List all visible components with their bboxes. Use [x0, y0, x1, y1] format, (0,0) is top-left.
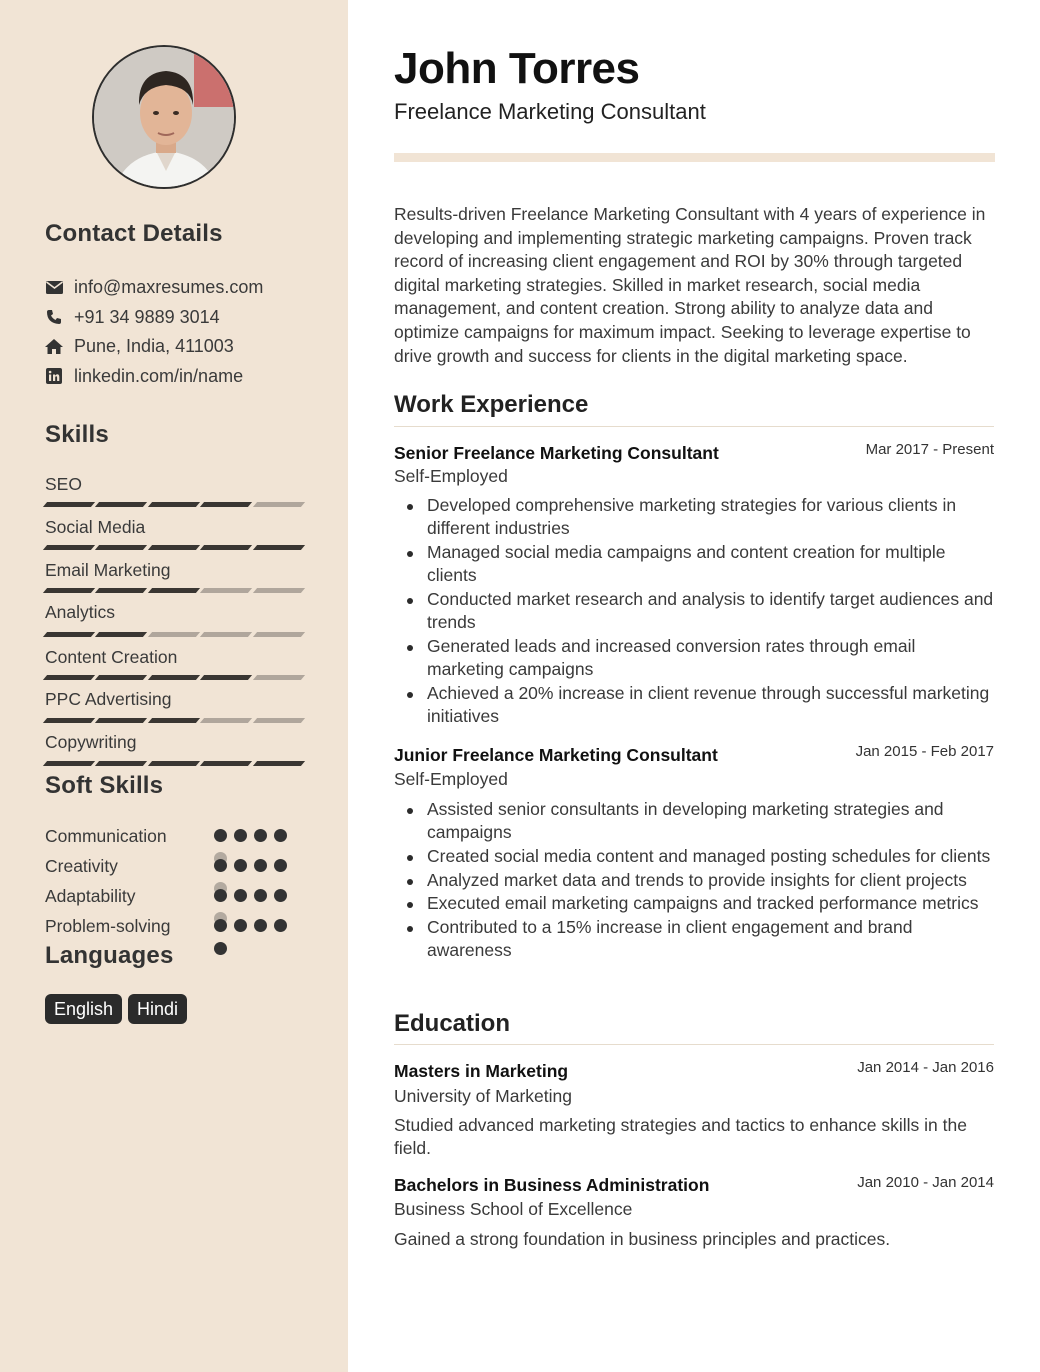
rating-dot — [254, 859, 267, 872]
contact-email-text: info@maxresumes.com — [74, 276, 264, 297]
skill-level-segment — [253, 718, 306, 723]
rating-dot — [214, 942, 227, 955]
list-item: Executed email marketing campaigns and tracked performance metrics — [394, 892, 994, 915]
work-heading: Work Experience — [394, 391, 589, 418]
rating-dot — [274, 889, 287, 902]
work-divider — [394, 426, 994, 427]
degree-title: Masters in Marketing — [394, 1061, 569, 1081]
skill-level-segment — [95, 632, 148, 637]
soft-skill-label: Adaptability — [45, 886, 136, 906]
skill-level-segment — [148, 632, 201, 637]
school-name: University of Marketing — [394, 1086, 572, 1106]
skill-level-segment — [148, 588, 201, 593]
skill-level-segment — [148, 675, 201, 680]
skill-label: PPC Advertising — [45, 689, 172, 709]
summary-paragraph: Results-driven Freelance Marketing Consultant with 4 years of experience in developing and implementing strategic marketing campaigns. Proven track record of increasing client engagement and ROI by 30% through targeted digital marketing strategies. Skilled in market research, social media management, and content creation. Strong ability to analyze data and optimize campaigns for maximum impact. Seeking to leverage expertise to drive growth and success for clients in the digital marketing space. — [394, 204, 986, 366]
skill-level-segment — [200, 718, 253, 723]
job-bullets — [394, 494, 994, 729]
skill-level-segment — [253, 632, 306, 637]
skill-level-segment — [200, 545, 253, 550]
contact-heading: Contact Details — [45, 220, 223, 247]
skill-level-bar — [45, 632, 303, 637]
language-badge: English — [45, 994, 122, 1024]
rating-dot — [214, 889, 227, 902]
skill-level-segment — [148, 718, 201, 723]
rating-dot — [234, 919, 247, 932]
degree-description: Studied advanced marketing strategies and tactics to enhance skills in the field. — [394, 1115, 967, 1159]
education-divider — [394, 1044, 994, 1045]
job-bullets — [394, 798, 994, 963]
contact-email[interactable] — [45, 276, 263, 298]
skill-level-bar — [45, 761, 303, 766]
job-title: Senior Freelance Marketing Consultant — [394, 443, 719, 463]
rating-dot — [254, 889, 267, 902]
skill-level-bar — [45, 502, 303, 507]
contact-phone[interactable] — [45, 306, 220, 328]
skill-level-segment — [95, 588, 148, 593]
rating-dot — [234, 859, 247, 872]
list-item: Analyzed market data and trends to provide insights for client projects — [394, 869, 994, 892]
skill-level-bar — [45, 588, 303, 593]
skill-label: SEO — [45, 474, 82, 494]
list-item: Contributed to a 15% increase in client engagement and brand awareness — [394, 916, 994, 963]
candidate-name: John Torres — [394, 44, 640, 93]
skill-level-segment — [43, 718, 96, 723]
job-dates: Mar 2017 - Present — [865, 441, 994, 458]
soft-skills-heading: Soft Skills — [45, 772, 164, 799]
list-item: Managed social media campaigns and content creation for multiple clients — [394, 541, 994, 588]
skill-label: Email Marketing — [45, 560, 171, 580]
rating-dot — [214, 859, 227, 872]
candidate-title: Freelance Marketing Consultant — [394, 99, 706, 124]
school-name: Business School of Excellence — [394, 1199, 633, 1219]
skill-level-segment — [43, 761, 96, 766]
rating-dot — [254, 829, 267, 842]
skill-level-segment — [95, 718, 148, 723]
rating-dot — [214, 829, 227, 842]
job-dates: Jan 2015 - Feb 2017 — [855, 743, 994, 760]
rating-dot — [274, 919, 287, 932]
skill-label: Social Media — [45, 517, 146, 537]
list-item: Assisted senior consultants in developing marketing strategies and campaigns — [394, 798, 994, 845]
list-item: Created social media content and managed posting schedules for clients — [394, 845, 994, 868]
rating-dot — [274, 859, 287, 872]
degree-title: Bachelors in Business Administration — [394, 1175, 710, 1195]
skill-label: Analytics — [45, 602, 116, 622]
contact-linkedin-text: linkedin.com/in/name — [74, 365, 244, 386]
education-heading: Education — [394, 1010, 511, 1037]
contact-phone-text: +91 34 9889 3014 — [74, 306, 220, 327]
rating-dot — [254, 919, 267, 932]
rating-dot — [214, 919, 227, 932]
home-icon — [45, 337, 63, 355]
skill-level-segment — [95, 545, 148, 550]
skill-level-segment — [200, 632, 253, 637]
skill-level-segment — [253, 545, 306, 550]
skill-level-segment — [200, 675, 253, 680]
list-item: Achieved a 20% increase in client revenue through successful marketing initiatives — [394, 682, 994, 729]
job-employer: Self-Employed — [394, 466, 508, 486]
job-employer: Self-Employed — [394, 769, 508, 789]
contact-address-text: Pune, India, 411003 — [74, 335, 234, 356]
skill-label: Content Creation — [45, 647, 178, 667]
skill-level-bar — [45, 545, 303, 550]
skill-label: Copywriting — [45, 732, 137, 752]
skill-level-segment — [148, 761, 201, 766]
contact-address — [45, 335, 234, 357]
languages-heading: Languages — [45, 942, 174, 969]
list-item: Developed comprehensive marketing strategies for various clients in different industries — [394, 494, 994, 541]
skill-level-segment — [43, 545, 96, 550]
skill-level-segment — [253, 761, 306, 766]
skill-level-segment — [43, 675, 96, 680]
degree-dates: Jan 2014 - Jan 2016 — [857, 1059, 994, 1076]
title-divider — [394, 153, 995, 162]
soft-skill-label: Communication — [45, 826, 167, 846]
list-item: Conducted market research and analysis to identify target audiences and trends — [394, 588, 994, 635]
skills-heading: Skills — [45, 421, 109, 448]
skill-level-bar — [45, 675, 303, 680]
skill-level-segment — [95, 502, 148, 507]
skill-level-segment — [200, 588, 253, 593]
soft-skill-label: Creativity — [45, 856, 118, 876]
soft-skill-label: Problem-solving — [45, 916, 171, 936]
skill-level-segment — [43, 502, 96, 507]
avatar-portrait — [94, 47, 236, 189]
skill-level-segment — [95, 675, 148, 680]
skill-level-bar — [45, 718, 303, 723]
list-item: Generated leads and increased conversion rates through email marketing campaigns — [394, 635, 994, 682]
skill-level-segment — [253, 675, 306, 680]
phone-icon — [45, 308, 63, 326]
skill-level-segment — [43, 588, 96, 593]
skill-level-segment — [148, 545, 201, 550]
contact-linkedin[interactable] — [45, 365, 243, 387]
rating-dot — [234, 889, 247, 902]
skill-level-segment — [95, 761, 148, 766]
skill-level-segment — [200, 502, 253, 507]
sidebar — [0, 0, 348, 1372]
language-badge: Hindi — [128, 994, 187, 1024]
avatar — [92, 45, 236, 189]
skill-level-segment — [200, 761, 253, 766]
rating-dot — [234, 829, 247, 842]
skill-level-segment — [253, 502, 306, 507]
linkedin-icon — [45, 367, 63, 385]
job-title: Junior Freelance Marketing Consultant — [394, 745, 718, 765]
skill-level-segment — [148, 502, 201, 507]
skill-level-segment — [43, 632, 96, 637]
degree-dates: Jan 2010 - Jan 2014 — [857, 1174, 994, 1191]
rating-dot — [274, 829, 287, 842]
degree-description: Gained a strong foundation in business principles and practices. — [394, 1229, 891, 1249]
skill-level-segment — [253, 588, 306, 593]
envelope-icon — [45, 278, 63, 296]
